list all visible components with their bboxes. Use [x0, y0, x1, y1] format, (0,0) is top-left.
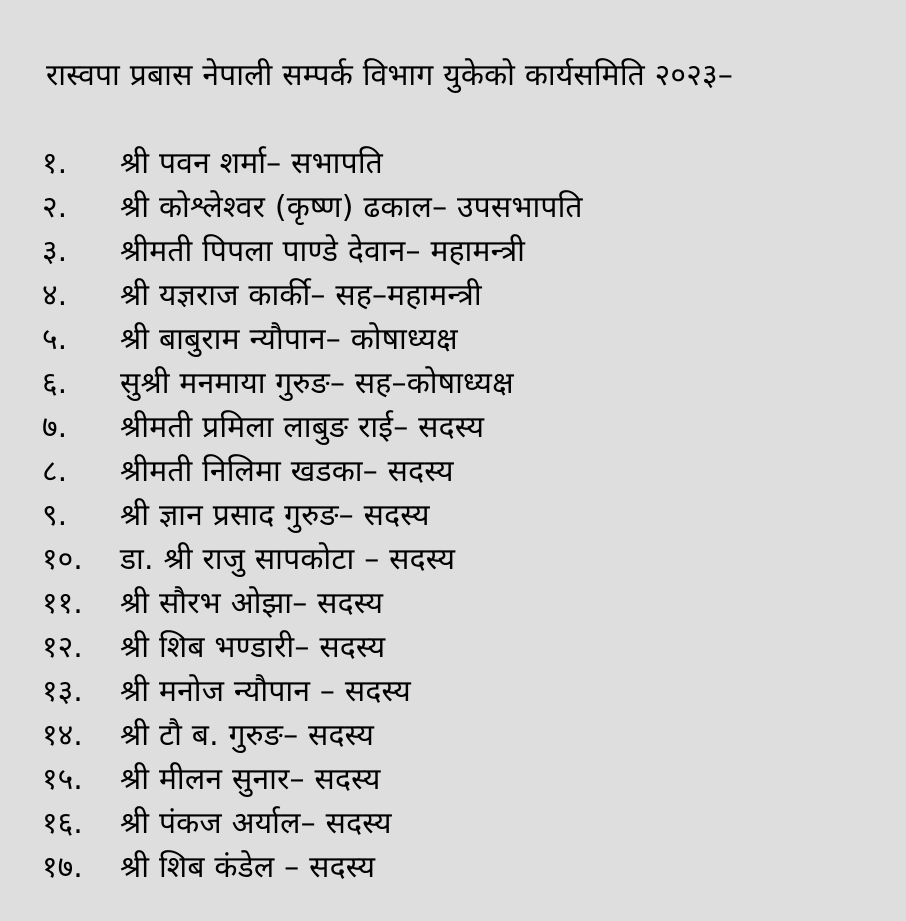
- list-item-text: श्री सौरभ ओझा– सदस्य: [120, 586, 384, 621]
- list-item-text: श्री पवन शर्मा– सभापति: [120, 146, 383, 181]
- list-item-text: श्री कोश्लेश्वर (कृष्ण) ढकाल– उपसभापति: [120, 190, 583, 225]
- document-title: रास्वपा प्रबास नेपाली सम्पर्क विभाग युकेको कार्यसमिति २०२३–: [46, 58, 734, 93]
- list-item-text: श्री यज्ञराज कार्की– सह–महामन्त्री: [120, 278, 482, 313]
- list-item-text: श्रीमती प्रमिला लाबुङ राई– सदस्य: [120, 410, 485, 445]
- list-item-text: श्रीमती निलिमा खडका– सदस्य: [120, 454, 454, 489]
- list-item-text: सुश्री मनमाया गुरुङ– सह–कोषाध्यक्ष: [120, 366, 514, 401]
- list-item: [0, 628, 906, 672]
- list-item-number: ५.: [42, 322, 68, 357]
- list-item: [0, 672, 906, 716]
- list-item: [0, 320, 906, 364]
- list-item-number: ९.: [42, 498, 68, 533]
- list-item-number: ७.: [42, 410, 68, 445]
- list-item-number: १३.: [42, 674, 83, 709]
- list-item-number: १६.: [42, 806, 83, 841]
- list-item-text: श्री ज्ञान प्रसाद गुरुङ– सदस्य: [120, 498, 430, 533]
- list-item-number: १७.: [42, 850, 83, 885]
- list-item: [0, 408, 906, 452]
- list-item-text: श्री टौ ब. गुरुङ– सदस्य: [120, 718, 375, 753]
- list-item-number: ३.: [42, 234, 68, 269]
- list-item-number: ४.: [42, 278, 68, 313]
- list-item-number: ६.: [42, 366, 68, 401]
- list-item-number: ११.: [42, 586, 83, 621]
- list-item-number: २.: [42, 190, 68, 225]
- list-item: [0, 716, 906, 760]
- list-item-number: ८.: [42, 454, 68, 489]
- list-item: [0, 584, 906, 628]
- list-item-text: डा. श्री राजु सापकोटा – सदस्य: [120, 542, 456, 577]
- list-item: [0, 804, 906, 848]
- list-item: [0, 760, 906, 804]
- list-item-text: श्री शिब कंडेल – सदस्य: [120, 850, 376, 885]
- list-item-text: श्री मनोज न्यौपान – सदस्य: [120, 674, 411, 709]
- list-item-number: १५.: [42, 762, 83, 797]
- list-item-text: श्री पंकज अर्याल– सदस्य: [120, 806, 392, 841]
- list-item: [0, 276, 906, 320]
- list-item-text: श्री शिब भण्डारी– सदस्य: [120, 630, 386, 665]
- list-item: [0, 540, 906, 584]
- list-item-number: १०.: [42, 542, 83, 577]
- list-item: [0, 144, 906, 188]
- member-list: [0, 144, 906, 892]
- list-item-text: श्री मीलन सुनार– सदस्य: [120, 762, 381, 797]
- list-item: [0, 188, 906, 232]
- list-item-number: १४.: [42, 718, 83, 753]
- list-item: [0, 848, 906, 892]
- list-item: [0, 232, 906, 276]
- list-item-text: श्रीमती पिपला पाण्डे देवान– महामन्त्री: [120, 234, 526, 269]
- list-item: [0, 364, 906, 408]
- list-item-number: १२.: [42, 630, 83, 665]
- list-item-number: १.: [42, 146, 68, 181]
- list-item-text: श्री बाबुराम न्यौपान– कोषाध्यक्ष: [120, 322, 458, 357]
- list-item: [0, 496, 906, 540]
- list-item: [0, 452, 906, 496]
